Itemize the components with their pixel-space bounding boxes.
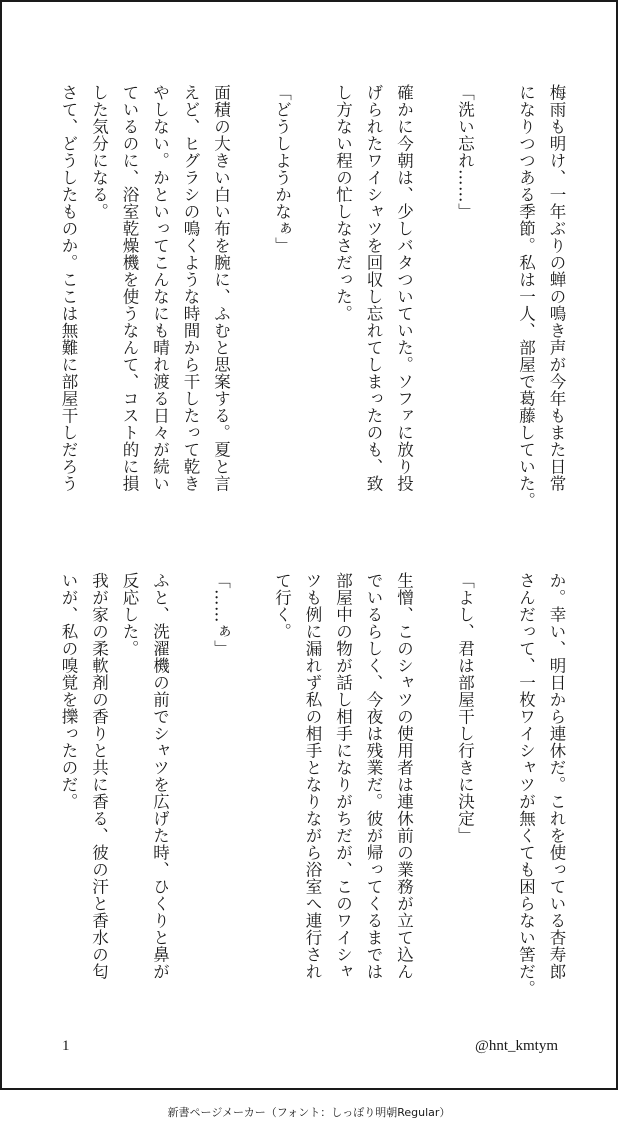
text-line xyxy=(480,84,511,552)
text-line: 部屋中の物が話し相手になりがちだが、このワイシャ xyxy=(333,572,353,980)
text-line: 反応した。 xyxy=(120,572,139,657)
text-line xyxy=(175,572,206,1040)
text-line: て行く。 xyxy=(272,572,292,640)
text-line xyxy=(419,572,450,1040)
text-line: した気分になる。 xyxy=(89,84,109,220)
text-line xyxy=(236,84,267,552)
text-line: 梅雨も明け、一年ぶりの蝉の鳴き声が今年もまた日常 xyxy=(547,84,566,492)
bottom-text-block xyxy=(51,572,571,1040)
text-line: か。幸い、明日から連休だ。これを使っている杏寿郎 xyxy=(547,572,566,980)
text-line: 面積の大きい白い布を腕に、ふむと思案する。夏と言 xyxy=(211,84,231,492)
page-number: 1 xyxy=(62,1038,70,1054)
footer-caption: 新書ページメーカー（フォント：しっぽり明朝Regular） xyxy=(167,1106,451,1119)
text-line: し方ない程の忙しなさだった。 xyxy=(333,84,353,322)
text-line: ツも例に漏れず私の相手となりながら浴室へ連行され xyxy=(303,572,322,980)
text-line xyxy=(236,572,267,1040)
author-handle: @hnt_kmtym xyxy=(475,1038,558,1054)
text-line: やしない。かといってこんなにも晴れ渡る日々が続い xyxy=(150,84,170,492)
text-line: さんだって、一枚ワイシャツが無くても困らない筈だ。 xyxy=(516,572,536,997)
text-line: えど、ヒグラシの鳴くような時間から干したって乾き xyxy=(181,84,200,492)
top-text-block xyxy=(51,84,571,552)
text-line: になりつつある季節。私は一人、部屋で葛藤していた。 xyxy=(516,84,536,509)
text-line: 「洗い忘れ……」 xyxy=(455,84,475,220)
text-line xyxy=(419,84,450,552)
text-line: 「……ぁ」 xyxy=(211,572,231,657)
text-line: でいるらしく、今夜は残業だ。彼が帰ってくるまでは xyxy=(364,572,383,980)
text-line: 「どうしようかなぁ」 xyxy=(272,84,292,254)
text-line: 生憎、このシャツの使用者は連休前の業務が立て込ん xyxy=(394,572,414,980)
text-line xyxy=(297,84,328,552)
text-line: 我が家の柔軟剤の香りと共に香る、彼の汗と香水の匂 xyxy=(89,572,109,980)
text-line xyxy=(480,572,511,1040)
text-line: げられたワイシャツを回収し忘れてしまったのも、致 xyxy=(364,84,383,492)
text-line: ているのに、浴室乾燥機を使うなんて、コスト的に損 xyxy=(120,84,139,492)
text-line: いが、私の嗅覚を擽ったのだ。 xyxy=(59,572,78,810)
text-line: 確かに今朝は、少しバタついていた。ソファに放り投 xyxy=(394,84,414,492)
text-line: さて、どうしたものか。ここは無難に部屋干しだろう xyxy=(59,84,78,492)
text-line: ふと、洗濯機の前でシャツを広げた時、ひくりと鼻が xyxy=(150,572,170,980)
text-line: 「よし、君は部屋干し行きに決定」 xyxy=(455,572,475,844)
